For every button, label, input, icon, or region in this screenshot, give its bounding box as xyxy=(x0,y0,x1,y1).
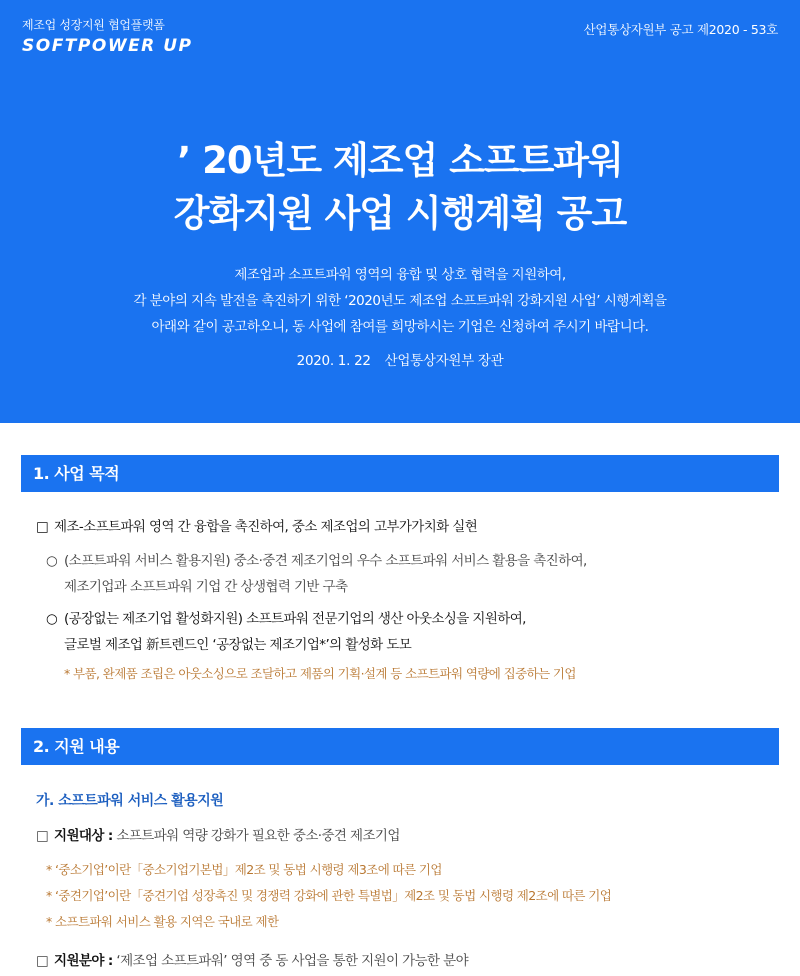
circle-bullet-icon: ○ xyxy=(46,611,58,627)
support-field-label: 지원분야 : xyxy=(54,953,113,969)
square-bullet-icon: □ xyxy=(36,519,49,535)
square-bullet-icon: □ xyxy=(36,828,49,844)
support-field-value: ‘제조업 소프트파워’ 영역 중 동 사업을 통한 지원이 가능한 분야 xyxy=(116,953,469,969)
purpose-item-1-line-2: 제조기업과 소프트파워 기업 간 상생협력 기반 구축 xyxy=(64,579,348,595)
purpose-item-2-line-2: 글로벌 제조업 新트렌드인 ‘공장없는 제조기업*’의 활성화 도모 xyxy=(64,637,412,653)
support-target-label: 지원대상 : xyxy=(54,828,113,844)
intro-line-3: 아래와 같이 공고하오니, 동 사업에 참여를 희망하시는 기업은 신청하여 주시기 바랍니다. xyxy=(151,319,649,335)
section-header-purpose: 1. 사업 목적 xyxy=(21,455,779,492)
square-bullet-icon: □ xyxy=(36,953,49,969)
target-note-2: * ‘중견기업’이란「중견기업 성장촉진 및 경쟁력 강화에 관한 특별법」제2조 및 동법 시행령 제2조에 따른 기업 xyxy=(46,888,612,903)
purpose-item-2 xyxy=(46,607,526,627)
target-note-3: * 소프트파워 서비스 활용 지역은 국내로 제한 xyxy=(46,914,279,929)
issuer: 산업통상자원부 장관 xyxy=(384,353,504,369)
hero-banner xyxy=(0,0,800,423)
purpose-main-item xyxy=(36,515,477,535)
section-header-support: 2. 지원 내용 xyxy=(21,728,779,765)
announcement-intro xyxy=(0,262,800,340)
support-field xyxy=(36,949,468,969)
intro-line-2: 각 분야의 지속 발전을 촉진하기 위한 ‘2020년도 제조업 소프트파워 강화지원 사업’ 시행계획을 xyxy=(133,293,667,309)
purpose-main-text: 제조-소프트파워 영역 간 융합을 촉진하여, 중소 제조업의 고부가가치화 실현 xyxy=(54,519,478,535)
support-target xyxy=(36,824,400,844)
softpower-up-logo[interactable]: SOFTPOWER UP xyxy=(22,36,193,56)
notice-number: 산업통상자원부 공고 제2020 - 53호 xyxy=(583,22,778,37)
support-target-value: 소프트파워 역량 강화가 필요한 중소·중견 제조기업 xyxy=(116,828,400,844)
purpose-footnote: * 부품, 완제품 조립은 아웃소싱으로 조달하고 제품의 기획·설계 등 소프트파워 역량에 집중하는 기업 xyxy=(64,666,576,681)
purpose-item-2-line-1: (공장없는 제조기업 활성화지원) 소프트파워 전문기업의 생산 아웃소싱을 지원하여, xyxy=(64,611,526,627)
purpose-item-1-line-1: (소프트파워 서비스 활용지원) 중소·중견 제조기업의 우수 소프트파워 서비스 활용을 촉진하여, xyxy=(64,553,587,569)
platform-subtitle: 제조업 성장지원 협업플랫폼 xyxy=(22,18,165,32)
intro-line-1: 제조업과 소프트파워 영역의 융합 및 상호 협력을 지원하여, xyxy=(234,267,566,283)
title-line-2: 강화지원 사업 시행계획 공고 xyxy=(173,192,627,235)
page-title xyxy=(0,134,800,240)
announcement-signature xyxy=(0,349,800,369)
target-note-1: * ‘중소기업’이란「중소기업기본법」제2조 및 동법 시행령 제3조에 따른 기업 xyxy=(46,862,442,877)
announcement-date: 2020. 1. 22 xyxy=(296,353,371,369)
subheading-service-support: 가. 소프트파워 서비스 활용지원 xyxy=(36,793,224,809)
purpose-item-1 xyxy=(46,549,587,569)
circle-bullet-icon: ○ xyxy=(46,553,58,569)
title-line-1: ’ 20년도 제조업 소프트파워 xyxy=(177,139,623,182)
